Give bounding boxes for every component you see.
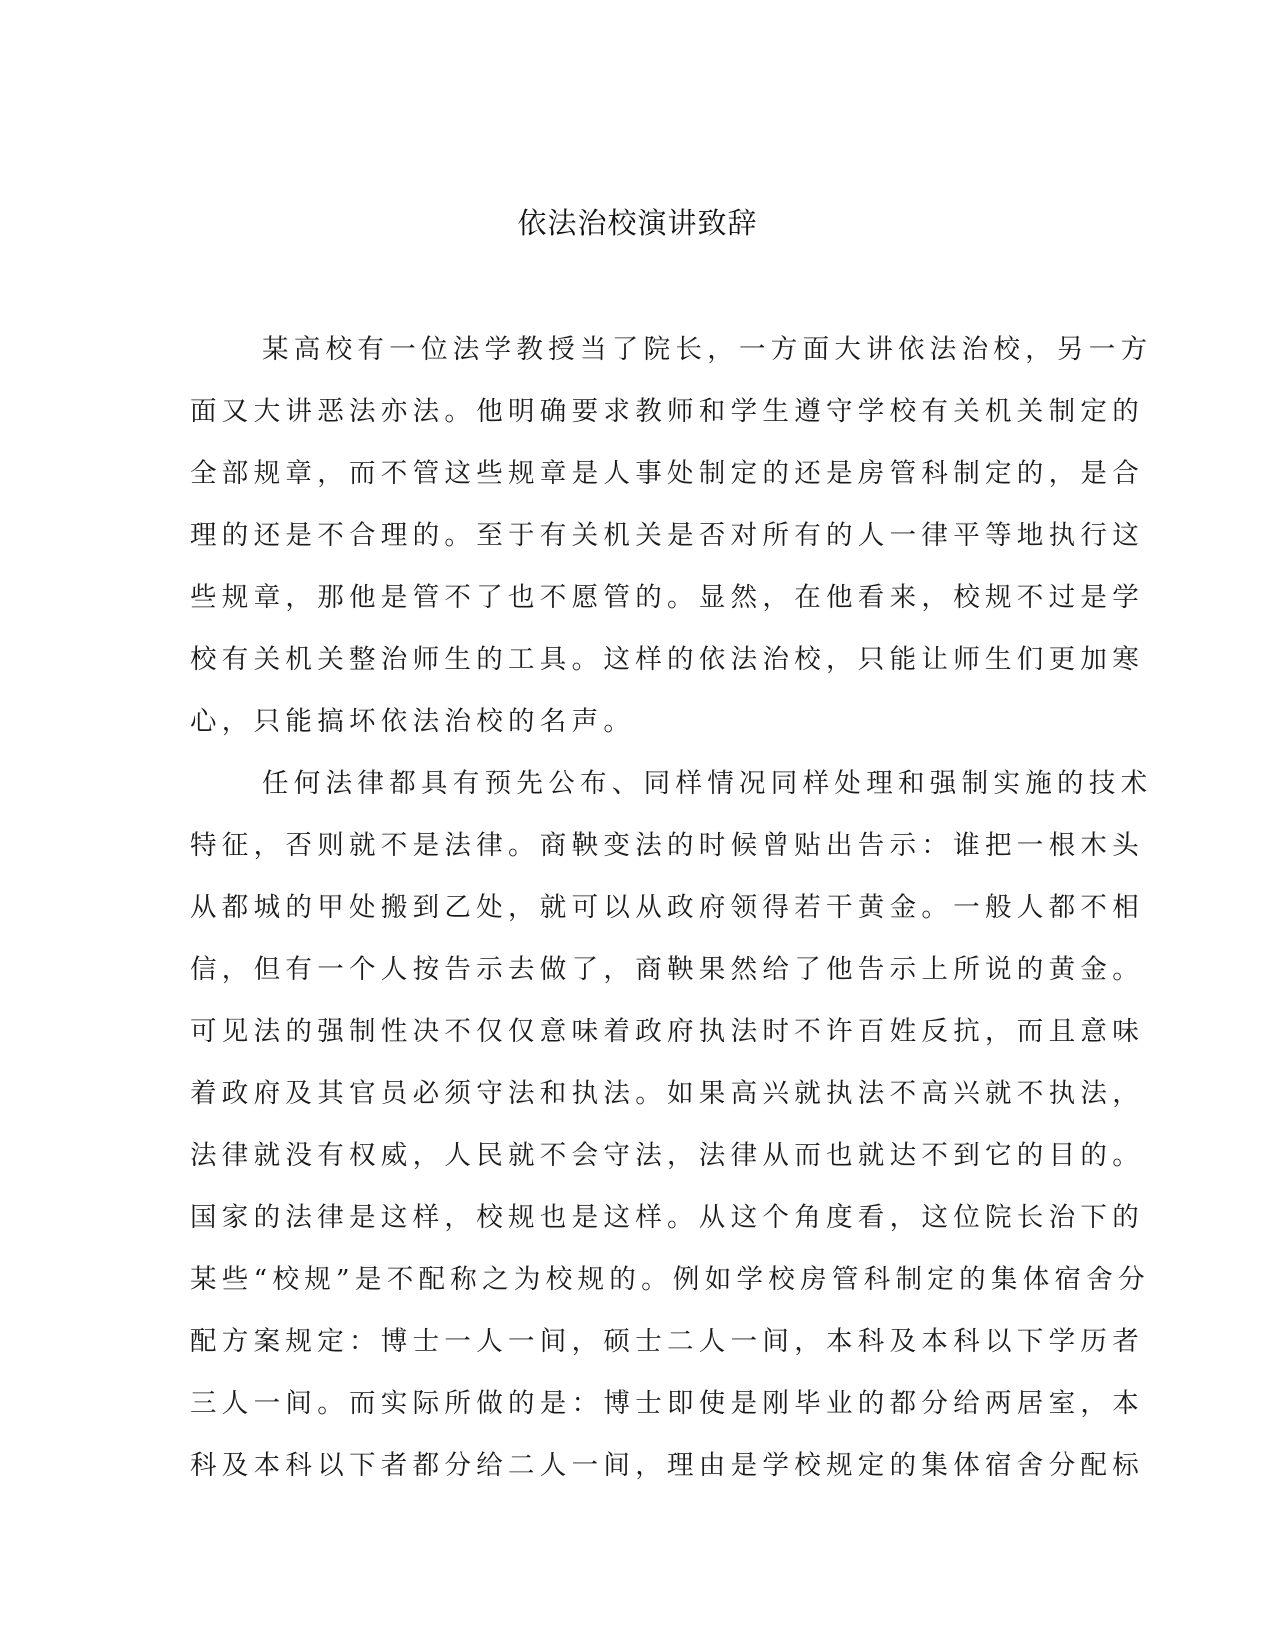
document-title: 依法治校演讲致辞: [517, 206, 758, 240]
paragraph-2-line-10: 配方案规定：博士一人一间，硕士二人一间，本科及本科以下学历者: [190, 1326, 1144, 1357]
paragraph-2-line-5: 可见法的强制性决不仅仅意味着政府执法时不许百姓反抗，而且意味: [190, 1016, 1144, 1047]
paragraph-2-line-8: 国家的法律是这样，校规也是这样。从这个角度看，这位院长治下的: [190, 1202, 1144, 1233]
paragraph-2-line-7: 法律就没有权威，人民就不会守法，法律从而也就达不到它的目的。: [190, 1140, 1144, 1171]
paragraph-1-line-2: 面又大讲恶法亦法。他明确要求教师和学生遵守学校有关机关制定的: [190, 396, 1144, 427]
document-body: [190, 330, 1153, 1508]
paragraph-2-line-1: 任何法律都具有预先公布、同样情况同样处理和强制实施的技术: [262, 768, 1153, 799]
paragraph-2-line-6: 着政府及其官员必须守法和执法。如果高兴就执法不高兴就不执法，: [190, 1078, 1144, 1109]
paragraph-1-line-5: 些规章，那他是管不了也不愿管的。显然，在他看来，校规不过是学: [190, 582, 1144, 613]
paragraph-2-line-9: 某些“校规”是不配称之为校规的。例如学校房管科制定的集体宿舍分: [190, 1264, 1150, 1295]
paragraph-1-line-3: 全部规章，而不管这些规章是人事处制定的还是房管科制定的，是合: [190, 458, 1144, 489]
paragraph-1-line-6: 校有关机关整治师生的工具。这样的依法治校，只能让师生们更加寒: [190, 644, 1144, 675]
paragraph-1-line-1: 某高校有一位法学教授当了院长，一方面大讲依法治校，另一方: [262, 334, 1153, 365]
paragraph-1-line-7: 心，只能搞坏依法治校的名声。: [190, 706, 636, 737]
paragraph-2-line-2: 特征，否则就不是法律。商鞅变法的时候曾贴出告示：谁把一根木头: [190, 830, 1144, 861]
paragraph-1-line-4: 理的还是不合理的。至于有关机关是否对所有的人一律平等地执行这: [190, 520, 1144, 551]
paragraph-2-line-3: 从都城的甲处搬到乙处，就可以从政府领得若干黄金。一般人都不相: [190, 892, 1144, 923]
paragraph-2-line-11: 三人一间。而实际所做的是：博士即使是刚毕业的都分给两居室，本: [190, 1388, 1144, 1419]
paragraph-2-line-12: 科及本科以下者都分给二人一间，理由是学校规定的集体宿舍分配标: [190, 1450, 1144, 1481]
paragraph-2-line-4: 信，但有一个人按告示去做了，商鞅果然给了他告示上所说的黄金。: [190, 954, 1144, 985]
